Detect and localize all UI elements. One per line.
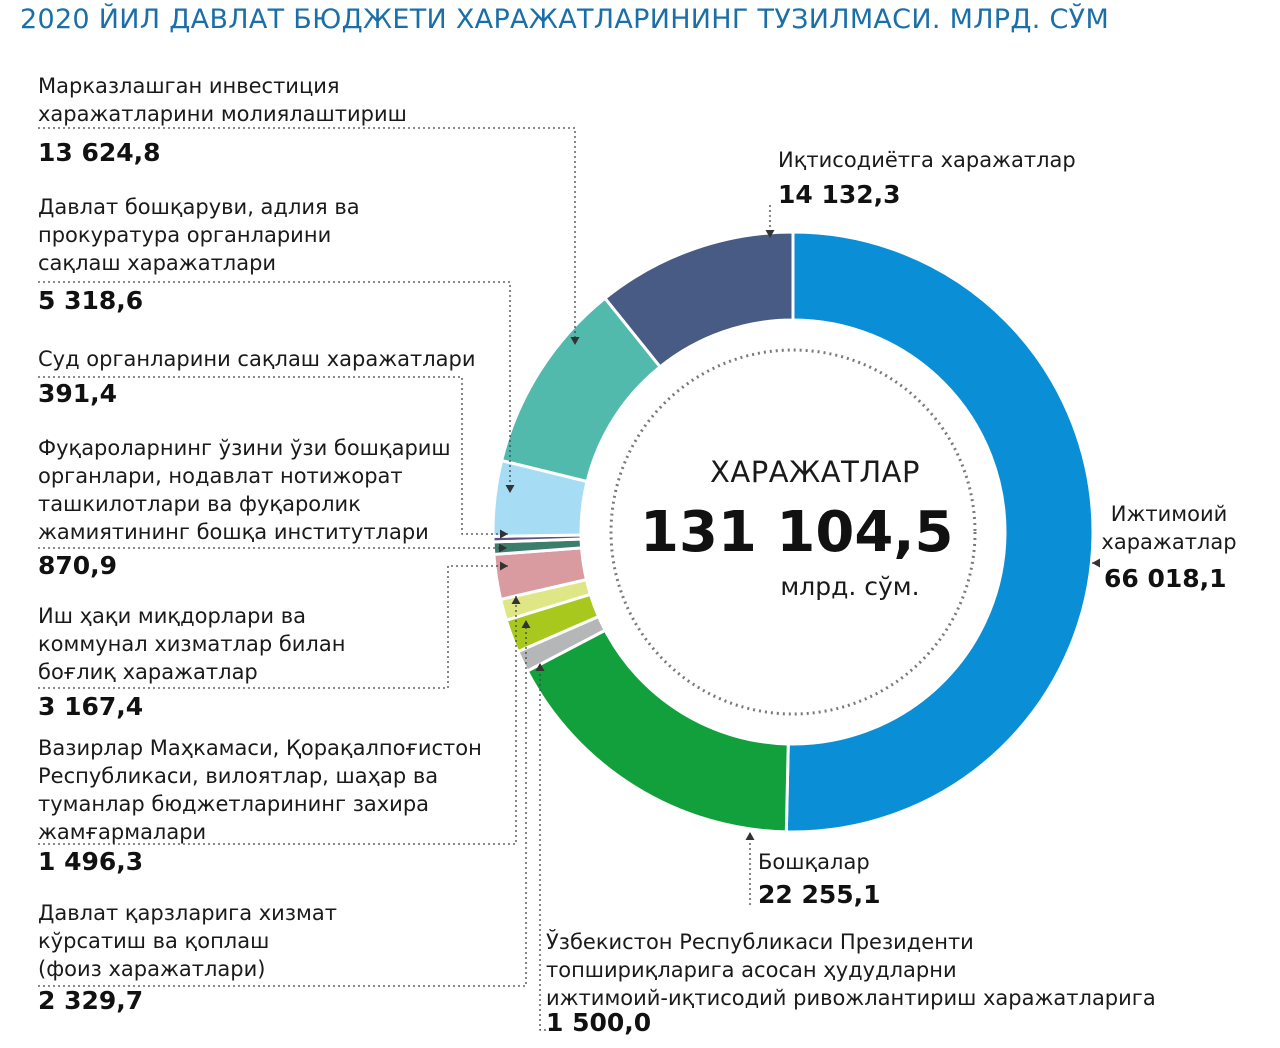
center-total: 131 104,5 [640,500,954,565]
label-social: Ижтимоий харажатлар [1101,502,1237,554]
value-self-government: 870,9 [38,551,118,580]
value-economy: 14 132,3 [778,180,901,209]
value-social: 66 018,1 [1104,564,1227,593]
slice-other [527,630,788,832]
value-other: 22 255,1 [758,880,881,909]
label-investment: Марказлашган инвестиция харажатларини молиялаштириш [38,74,407,126]
value-investment: 13 624,8 [38,138,161,167]
value-governance: 5 318,6 [38,286,144,315]
value-debt-service: 2 329,7 [38,986,144,1015]
value-wages: 3 167,4 [38,692,144,721]
label-economy: Иқтисодиётга харажатлар [778,148,1076,172]
label-governance: Давлат бошқаруви, адлия ва прокуратура органларини сақлаш харажатлари [38,195,360,275]
label-wages: Иш ҳақи миқдорлари ва коммунал хизматлар билан боғлиқ харажатлар [38,604,346,684]
value-presidential-tasks: 1 500,0 [546,1008,652,1037]
label-reserve-funds: Вазирлар Маҳкамаси, Қорақалпоғистон Республикаси, вилоятлар, шаҳар ва туманлар бюджетларининг захира жамғармалари [38,736,482,844]
center-unit: млрд. сўм. [780,572,920,601]
value-courts: 391,4 [38,379,118,408]
chart-title: 2020 ЙИЛ ДАВЛАТ БЮДЖЕТИ ХАРАЖАТЛАРИНИНГ ТУЗИЛМАСИ. МЛРД. СЎМ [20,4,1110,35]
value-reserve-funds: 1 496,3 [38,847,144,876]
label-debt-service: Давлат қарзларига хизмат кўрсатиш ва қоплаш (фоиз харажатлари) [38,901,337,981]
label-other: Бошқалар [758,850,870,874]
center-label: ХАРАЖАТЛАР [710,455,920,489]
leader-arrow-other [746,832,755,840]
label-presidential-tasks: Ўзбекистон Республикаси Президенти топшириқларига асосан ҳудудларни ижтимоий-иқтисодий ривожлантириш харажатларига [546,930,1156,1010]
label-self-government: Фуқароларнинг ўзини ўзи бошқариш органлари, нодавлат нотижорат ташкилотлари ва фуқаролик жамиятининг бошқа институтлари [38,436,451,544]
label-courts: Суд органларини сақлаш харажатлари [38,347,476,371]
